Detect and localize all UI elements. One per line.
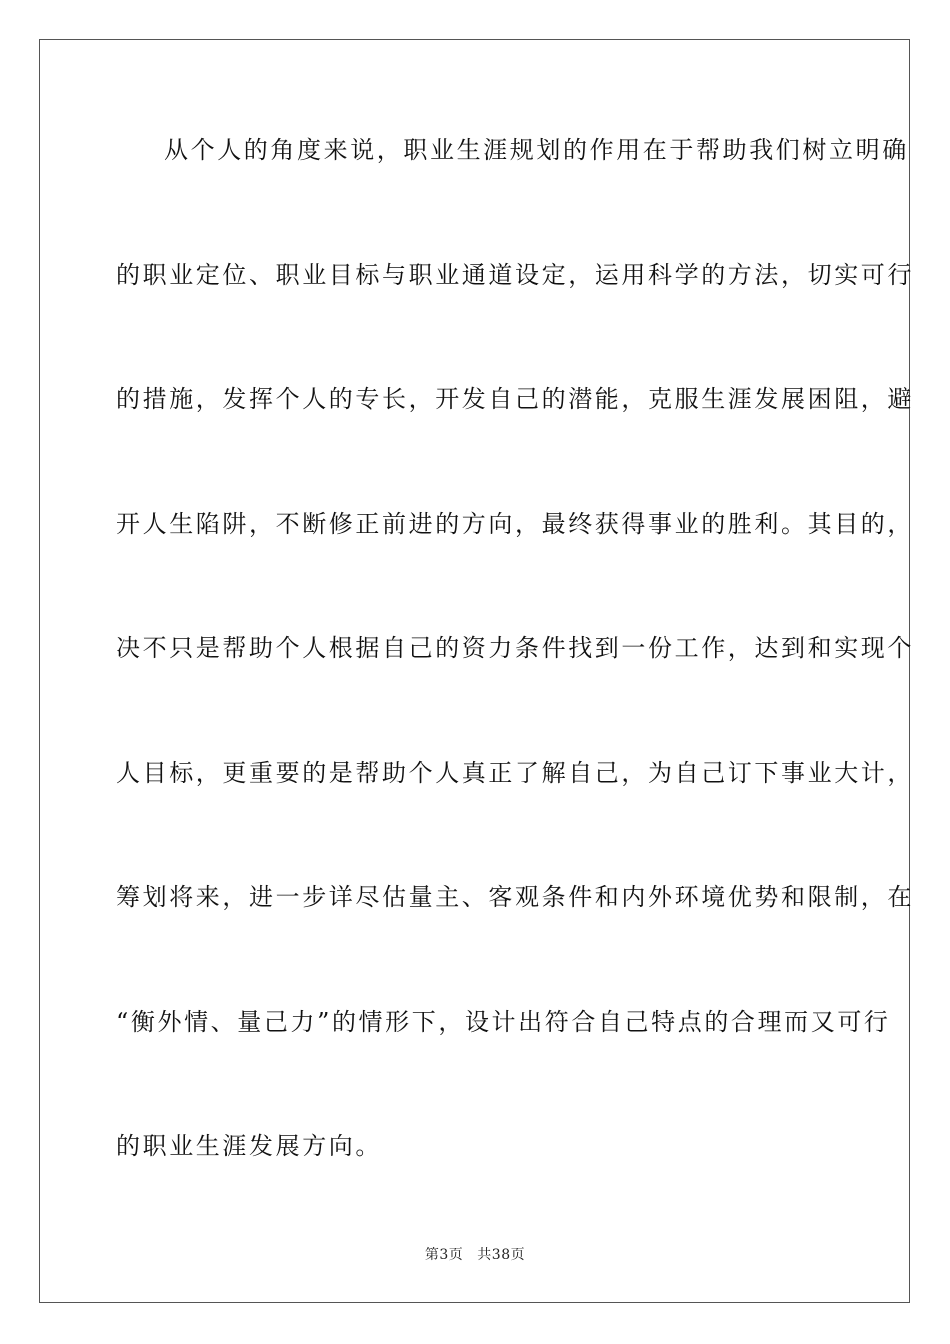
paragraph-line-1: 从个人的角度来说，职业生涯规划的作用在于帮助我们树立明确 (164, 136, 909, 164)
paragraph-line-5: 决不只是帮助个人根据自己的资力条件找到一份工作，达到和实现个 (116, 634, 914, 662)
paragraph-line-2: 的职业定位、职业目标与职业通道设定，运用科学的方法，切实可行 (116, 260, 914, 289)
page-footer (0, 1244, 950, 1264)
paragraph-line-4: 开人生陷阱，不断修正前进的方向，最终获得事业的胜利。其目的， (116, 509, 914, 538)
page-total: 共38页 (477, 1247, 526, 1263)
paragraph-line-6: 人目标，更重要的是帮助个人真正了解自己，为自己订下事业大计， (116, 758, 914, 787)
page-number: 第3页 (424, 1247, 464, 1263)
paragraph-line-3: 的措施，发挥个人的专长，开发自己的潜能，克服生涯发展困阻，避 (116, 385, 914, 413)
paragraph-line-7: 筹划将来，进一步详尽估量主、客观条件和内外环境优势和限制，在 (116, 883, 914, 911)
paragraph-line-8: “衡外情、量己力”的情形下，设计出符合自己特点的合理而又可行 (116, 1007, 891, 1036)
document-body (116, 126, 914, 1247)
paragraph-line-9: 的职业生涯发展方向。 (116, 1132, 382, 1160)
